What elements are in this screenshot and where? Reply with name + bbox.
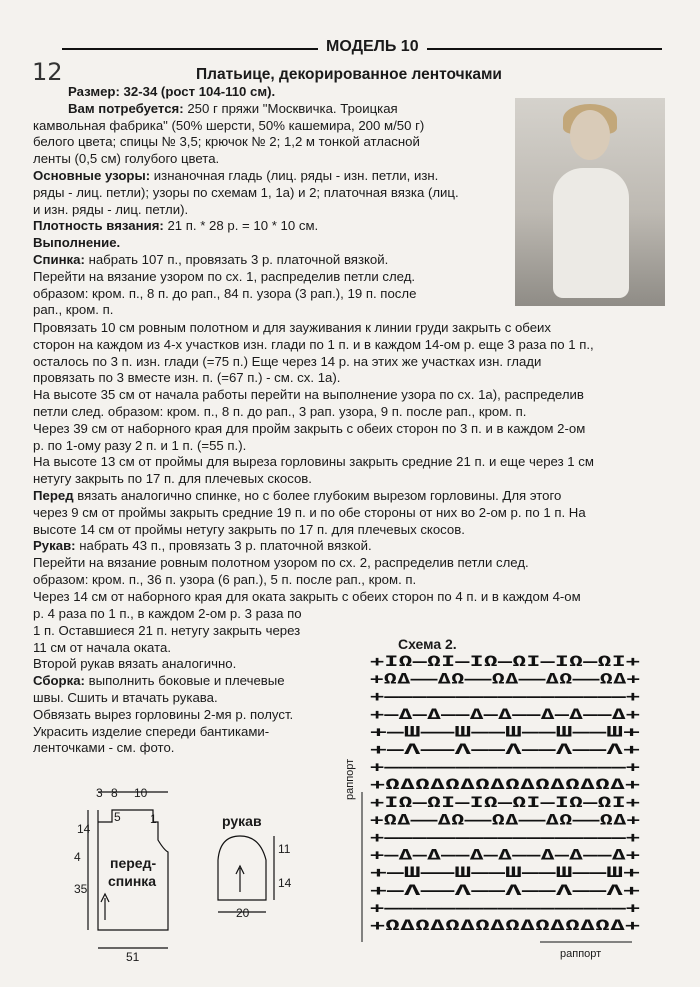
back-line: провязать по 3 вместе изн. п. (=67 п.) - см. сх. 1а). — [33, 370, 341, 386]
body-label-2: спинка — [108, 873, 157, 889]
dim-10: 10 — [134, 786, 148, 800]
patterns-line: изнаночная гладь (лиц. ряды - изн. петли, изн. — [153, 167, 439, 183]
density-text: 21 п. * 28 р. = 10 * 10 см. — [167, 218, 319, 234]
scheme-row: +—————————————————+ — [370, 689, 640, 706]
scheme-row: +ΩΔΩΔΩΔΩΔΩΔΩΔΩΔΩΔ+ — [370, 777, 640, 794]
sleeve-line: 1 п. Оставшиеся 21 п. нетугу закрыть через — [33, 622, 301, 638]
scheme-row: +ΩΔ——ΔΩ——ΩΔ——ΔΩ——ΩΔ+ — [370, 812, 640, 829]
sleeve-dim-14: 14 — [278, 876, 292, 890]
sleeve-line: 11 см от начала оката. — [33, 639, 171, 655]
scheme-title: Схема 2. — [398, 636, 457, 652]
back-line: сторон на каждом из 4-х участков изн. глади по 1 п. и в каждом 14-ом р. еще 3 раза по 1 п., — [33, 336, 594, 352]
sleeve-dim-11: 11 — [278, 842, 291, 856]
scheme-row: +ΩΔΩΔΩΔΩΔΩΔΩΔΩΔΩΔ+ — [370, 918, 640, 934]
front-line: вязать аналогично спинке, но с более глубоким вырезом горловины. Для этого — [77, 487, 562, 503]
assembly-line: Украсить изделие спереди бантиками- — [33, 723, 270, 739]
back-line: Через 39 см от наборного края для пройм закрыть с обеих сторон по 3 п. и в каждом 2-ом — [33, 420, 586, 436]
patterns-line: и изн. ряды - лиц. петли). — [33, 201, 189, 217]
scheme-row: +ΩΔ——ΔΩ——ΩΔ——ΔΩ——ΩΔ+ — [370, 671, 640, 688]
scheme-grid — [360, 652, 650, 947]
body-label-1: перед- — [110, 855, 157, 871]
back-line: На высоте 35 см от начала работы перейти на выполнение узора по сх. 1а), распределив — [33, 387, 584, 403]
patterns-label: Основные узоры: — [33, 167, 151, 183]
sleeve-line: образом: кром. п., 36 п. узора (6 рап.), 5 п. после рап., кром. п. — [33, 571, 417, 587]
photo-head — [570, 110, 610, 160]
rapport-vertical-label: раппорт — [344, 758, 356, 800]
sleeve-label: рукав — [222, 813, 262, 829]
dim-1: 1 — [150, 812, 157, 826]
back-line: р. по 1-ому разу 2 п. и 1 п. (=55 п.). — [33, 437, 247, 453]
assembly-line: ленточками - см. фото. — [33, 740, 175, 756]
body-block — [33, 320, 655, 606]
scheme-row: +—————————————————+ — [370, 900, 640, 917]
dim-35: 35 — [74, 882, 88, 896]
lower-left-block — [33, 606, 353, 757]
need-label: Вам потребуется: — [68, 100, 184, 116]
sleeve-line: Через 14 см от наборного края для оката закрыть с обеих сторон по 4 п. и в каждом 4-ом — [33, 588, 581, 604]
assembly-label: Сборка: — [33, 673, 85, 689]
back-label: Спинка: — [33, 251, 85, 267]
dim-3: 3 — [96, 786, 103, 800]
back-line: рап., кром. п. — [33, 302, 114, 318]
scheme-row: +—————————————————+ — [370, 759, 640, 776]
front-line: через 9 см от проймы закрыть средние 19 п. и по обе стороны от них во 2-ом р. по 1 п. На — [33, 504, 586, 520]
scheme-row: +—Ш——Ш——Ш——Ш——Ш+ — [370, 724, 640, 741]
back-line: Перейти на вязание узором по сх. 1, распределив петли след. — [33, 268, 416, 284]
page-subtitle: Платьице, декорированное ленточками — [196, 66, 502, 83]
sleeve-line: набрать 43 п., провязать 3 р. платочной вязкой. — [79, 538, 372, 554]
sleeve-label: Рукав: — [33, 538, 76, 554]
sleeve-outline — [218, 836, 266, 900]
back-line: осталось по 3 п. изн. глади (=75 п.) Еще через 14 р. на этих же участках изн. глади — [33, 353, 542, 369]
back-line: нетугу закрыть по 17 п. для плечевых скосов. — [33, 471, 312, 487]
back-line: образом: кром. п., 8 п. до рап., 84 п. узора (3 рап.), 19 п. после — [33, 285, 417, 301]
rapport-horizontal-label: раппорт — [560, 948, 602, 960]
sleeve-line: Второй рукав вязать аналогично. — [33, 656, 237, 672]
execution-label: Выполнение. — [33, 235, 121, 251]
scheme-row: +—————————————————+ — [370, 830, 640, 846]
front-line: высоте 14 см от проймы нетугу закрыть по 17 п. для плечевых скосов. — [33, 521, 465, 537]
front-label: Перед — [33, 487, 74, 503]
model-title: МОДЕЛЬ 10 — [318, 38, 427, 56]
dim-14: 14 — [77, 822, 91, 836]
sleeve-line: Перейти на вязание ровным полотном узором по сх. 2, распределив петли след. — [33, 555, 529, 571]
scheme-row: +—Δ—Δ——Δ—Δ——Δ—Δ——Δ+ — [370, 706, 640, 723]
dim-8: 8 — [111, 786, 118, 800]
scheme-row: +—Λ——Λ——Λ——Λ——Λ+ — [370, 882, 640, 899]
need-line: белого цвета; спицы № 3,5; крючок № 2; 1,2 м тонкой атласной — [33, 134, 420, 150]
dim-51: 51 — [126, 950, 140, 964]
model-photo — [515, 98, 665, 306]
photo-dress — [553, 168, 629, 298]
scheme-row: +—Δ—Δ——Δ—Δ——Δ—Δ——Δ+ — [370, 847, 640, 864]
scheme-row: +—Λ——Λ——Λ——Λ——Λ+ — [370, 742, 640, 758]
back-line: петли след. образом: кром. п., 8 п. до рап., 3 рап. узора, 9 п. после рап., кром. п. — [33, 403, 527, 419]
intro-block — [33, 84, 508, 319]
sleeve-dim-20: 20 — [236, 906, 250, 920]
assembly-line: Обвязать вырез горловины 2-мя р. полуст. — [33, 706, 294, 722]
assembly-line: выполнить боковые и плечевые — [88, 673, 285, 689]
back-line: Провязать 10 см ровным полотном и для зауживания к линии груди закрыть с обеих — [33, 320, 552, 335]
patterns-line: ряды - лиц. петли); узоры по схемам 1, 1а) и 2; платочная вязка (лиц. — [33, 184, 459, 200]
dim-4: 4 — [74, 850, 81, 864]
size-label: Размер: 32-34 (рост 104-110 см). — [68, 84, 276, 99]
sleeve-line: р. 4 раза по 1 п., в каждом 2-ом р. 3 раза по — [33, 606, 302, 621]
need-line: 250 г пряжи "Москвичка. Троицкая — [187, 100, 398, 116]
page-number: 12 — [32, 58, 63, 86]
scheme-row: +—Ш——Ш——Ш——Ш——Ш+ — [370, 865, 640, 882]
dim-5: 5 — [114, 810, 121, 824]
need-line: ленты (0,5 см) голубого цвета. — [33, 151, 220, 167]
back-line: набрать 107 п., провязать 3 р. платочной вязкой. — [88, 251, 389, 267]
back-line: На высоте 13 см от проймы для выреза горловины закрыть средние 21 п. и еще через 1 см — [33, 454, 594, 470]
scheme-row: +ІΩ—ΩІ—ІΩ—ΩІ—ІΩ—ΩІ+ — [370, 794, 640, 811]
density-label: Плотность вязания: — [33, 218, 164, 234]
scheme-row: +ІΩ—ΩІ—ІΩ—ΩІ—ІΩ—ΩІ+ — [370, 654, 640, 670]
garment-diagram — [60, 780, 280, 960]
assembly-line: швы. Сшить и втачать рукава. — [33, 689, 218, 705]
need-line: камвольная фабрика" (50% шерсти, 50% кашемира, 200 м/50 г) — [33, 117, 425, 133]
